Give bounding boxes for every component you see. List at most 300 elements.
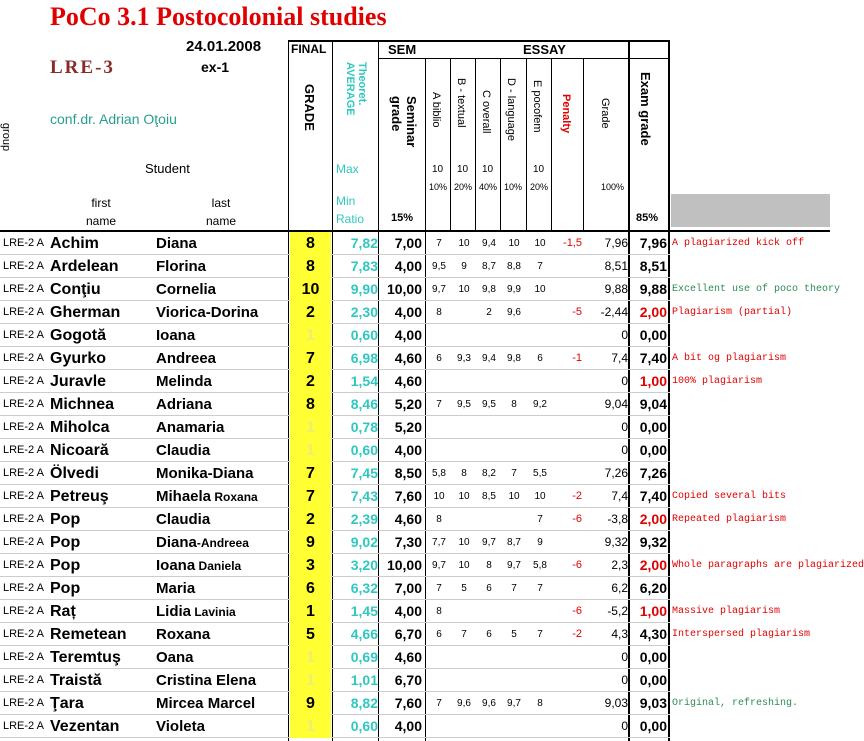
theoret-average-cell: 2,30 <box>350 304 378 320</box>
penalty-cell <box>553 324 582 347</box>
last-label: last name <box>206 196 237 228</box>
score-d-cell: 9,7 <box>507 560 521 571</box>
exam-grade-cell: 4,30 <box>639 626 667 642</box>
theoret-average-cell: 7,82 <box>350 235 378 251</box>
group-cell: LRE-2 A <box>3 352 44 364</box>
score-c-cell <box>477 646 501 669</box>
penalty-cell <box>553 577 582 600</box>
score-c-cell <box>477 669 501 692</box>
score-e-cell <box>528 301 552 324</box>
first-name-cell: Achim <box>50 235 99 252</box>
score-a-cell: 7 <box>436 399 442 410</box>
table-row <box>0 255 830 278</box>
score-d-cell: 9,8 <box>507 353 521 364</box>
table-row <box>0 370 830 393</box>
theoret-average-cell: 4,66 <box>350 626 378 642</box>
theoret-average-cell: 0,60 <box>350 442 378 458</box>
exam-grade-cell: 8,51 <box>639 258 667 274</box>
group-cell: LRE-2 A <box>3 398 44 410</box>
max-b: 10 <box>457 164 469 175</box>
score-e-cell <box>528 439 552 462</box>
final-grade-cell: 2 <box>290 508 331 531</box>
score-d-cell: 7 <box>511 468 517 479</box>
table-row <box>0 600 830 623</box>
seminar-grade-cell: 7,30 <box>394 534 422 550</box>
exam-grade-header: Exam grade <box>638 72 653 146</box>
essay-grade-cell: -3,8 <box>607 512 628 526</box>
last-name-cell <box>156 531 249 554</box>
theoret-average-cell: 1,54 <box>350 373 378 389</box>
essay-grade-header: Grade <box>599 98 611 129</box>
max-c: 10 <box>482 164 494 175</box>
last-name-cell <box>156 324 195 347</box>
exam-grade-cell: 9,04 <box>639 396 667 412</box>
final-grade-cell: 3 <box>290 554 331 577</box>
last-name-text: Violeta <box>156 718 205 735</box>
group-cell: LRE-2 A <box>3 674 44 686</box>
score-b-cell <box>452 646 476 669</box>
final-grade-cell: 8 <box>290 393 331 416</box>
score-e-cell: 10 <box>534 238 546 249</box>
score-c-cell: 8 <box>486 560 492 571</box>
final-grade-cell: 7 <box>290 347 331 370</box>
score-d-cell: 10 <box>508 491 520 502</box>
essay-grade-cell: 8,51 <box>604 259 628 273</box>
table-row <box>0 531 830 554</box>
group-cell: LRE-2 A <box>3 421 44 433</box>
table-row <box>0 393 830 416</box>
grid-line <box>450 58 451 232</box>
last-name-text: Diana <box>156 534 197 551</box>
exam-grade-cell: 0,00 <box>639 672 667 688</box>
last-name-cell <box>156 301 258 324</box>
theoret-average-cell: 1,01 <box>350 672 378 688</box>
first-name-cell: Petreuş <box>50 488 109 505</box>
header-c <box>480 90 492 133</box>
last-name-text: Viorica-Dorina <box>156 304 259 321</box>
essay-grade-cell: 0 <box>621 328 628 342</box>
seminar-grade-cell: 7,60 <box>394 488 422 504</box>
header-a-text: A biblio <box>430 92 442 128</box>
essay-grade-cell: 9,03 <box>604 696 628 710</box>
score-d-cell <box>502 416 526 439</box>
pct-grade: 100% <box>601 182 625 192</box>
final-grade-cell: 7 <box>290 462 331 485</box>
table-row <box>0 554 864 577</box>
last-name-text: Roxana <box>156 626 211 643</box>
essay-grade-cell: 9,04 <box>604 397 628 411</box>
last-name-extra: -Andreea <box>196 536 249 550</box>
score-c-cell: 8,7 <box>482 261 496 272</box>
score-a-cell <box>427 669 451 692</box>
exam-grade-cell: 7,96 <box>639 235 667 251</box>
last-name-cell <box>156 255 206 278</box>
grid-line <box>526 58 527 232</box>
last-name-extra: Lavinia <box>191 605 236 619</box>
header-e <box>531 80 543 133</box>
score-e-cell <box>528 600 552 623</box>
seminar-grade-cell: 4,00 <box>394 327 422 343</box>
first-name-cell: Vezentan <box>50 718 120 735</box>
score-b-cell <box>452 301 476 324</box>
seminar-grade-cell: 7,00 <box>394 580 422 596</box>
final-grade-cell: 5 <box>290 623 331 646</box>
score-b-cell <box>452 439 476 462</box>
theoret-average-cell: 7,83 <box>350 258 378 274</box>
last-name-cell <box>156 393 212 416</box>
group-cell: LRE-2 A <box>3 513 44 525</box>
theoret-average-cell: 1,45 <box>350 603 378 619</box>
score-a-cell: 5,8 <box>432 468 446 479</box>
score-c-cell <box>477 600 501 623</box>
score-e-cell: 7 <box>537 514 543 525</box>
score-b-cell: 9 <box>461 261 467 272</box>
grade-header: GRADE <box>302 84 317 131</box>
essay-grade-cell: 0 <box>621 374 628 388</box>
score-c-cell <box>477 715 501 738</box>
table-row <box>0 416 830 439</box>
max-label: Max <box>336 162 359 176</box>
last-name-text: Ioana <box>156 327 196 344</box>
score-d-cell: 10 <box>508 238 520 249</box>
pct-c: 40% <box>479 182 498 192</box>
table-row <box>0 324 830 347</box>
penalty-cell <box>553 370 582 393</box>
score-d-cell <box>502 600 526 623</box>
first-name-cell: Juravle <box>50 373 107 390</box>
score-a-cell: 10 <box>433 491 445 502</box>
header-c-text: C overall <box>480 90 492 134</box>
final-grade-cell: 8 <box>290 255 331 278</box>
score-e-cell <box>528 416 552 439</box>
exam-grade-cell: 7,40 <box>639 350 667 366</box>
last-name-cell <box>156 715 205 738</box>
group-cell: LRE-2 A <box>3 329 44 341</box>
final-grade-cell: 1 <box>290 439 331 462</box>
seminar-grade-cell: 6,70 <box>394 626 422 642</box>
final-grade-cell: 2 <box>290 370 331 393</box>
penalty-cell: -1 <box>572 352 582 364</box>
group-cell: LRE-2 A <box>3 720 44 732</box>
max-e: 10 <box>533 164 545 175</box>
comment-cell: Excellent use of poco theory <box>672 284 841 295</box>
essay-label: ESSAY <box>523 42 566 57</box>
table-row <box>0 623 830 646</box>
last-name-text: Florina <box>156 258 207 275</box>
last-name-text: Mircea Marcel <box>156 695 256 712</box>
last-name-text: Diana <box>156 235 197 252</box>
last-name-cell <box>156 485 258 508</box>
student-column-label: Student <box>145 161 190 176</box>
essay-grade-cell: 0 <box>621 719 628 733</box>
table-row <box>0 692 830 715</box>
score-c-cell: 8,5 <box>482 491 496 502</box>
score-a-cell: 8 <box>436 307 442 318</box>
score-c-cell: 9,4 <box>482 353 496 364</box>
table-row <box>0 278 841 301</box>
table-row <box>0 232 830 255</box>
final-grade-cell: 1 <box>290 600 331 623</box>
score-b-cell: 10 <box>458 491 470 502</box>
seminar-grade-cell: 5,20 <box>394 419 422 435</box>
comment-cell: Whole paragraphs are plagiarized <box>672 560 864 571</box>
score-e-cell <box>528 370 552 393</box>
score-b-cell <box>452 508 476 531</box>
theoret-average-cell: 8,82 <box>350 695 378 711</box>
comment-cell: 100% plagiarism <box>672 376 763 387</box>
score-b-cell: 8 <box>461 468 467 479</box>
score-b-cell <box>452 600 476 623</box>
first-name-cell: Pop <box>50 511 81 528</box>
table-row <box>0 462 830 485</box>
essay-grade-cell: 0 <box>621 650 628 664</box>
group-cell: LRE-2 A <box>3 582 44 594</box>
last-name-cell <box>156 439 210 462</box>
last-name-cell <box>156 577 195 600</box>
essay-grade-cell: 0 <box>621 420 628 434</box>
score-c-cell <box>477 508 501 531</box>
score-d-cell: 9,7 <box>507 698 521 709</box>
final-grade-cell: 6 <box>290 577 331 600</box>
score-c-cell: 2 <box>486 307 492 318</box>
header-a <box>430 92 442 127</box>
score-d-cell: 5 <box>511 629 517 640</box>
final-grade-cell: 7 <box>290 485 331 508</box>
first-name-cell: Ardelean <box>50 258 119 275</box>
comment-cell: Plagiarism (partial) <box>672 307 793 318</box>
last-name-extra: Daniela <box>195 559 242 573</box>
essay-grade-cell: 6,2 <box>611 581 628 595</box>
first-name-cell: Pop <box>50 534 81 551</box>
final-grade-cell: 9 <box>290 531 331 554</box>
theoret-average-cell: 3,20 <box>350 557 378 573</box>
score-d-cell: 9,6 <box>507 307 521 318</box>
first-name-cell: Gyurko <box>50 350 107 367</box>
score-a-cell <box>427 646 451 669</box>
last-name-cell <box>156 669 256 692</box>
pct-e: 20% <box>530 182 549 192</box>
grid-line <box>551 58 552 232</box>
last-name-text: Claudia <box>156 442 211 459</box>
last-name-text: Anamaria <box>156 419 225 436</box>
last-name-text: Adriana <box>156 396 212 413</box>
score-b-cell: 9,6 <box>457 698 471 709</box>
first-name-cell: Pop <box>50 580 81 597</box>
essay-grade-cell: -2,44 <box>600 305 628 319</box>
last-name-cell <box>156 232 197 255</box>
first-name-cell: Gherman <box>50 304 121 321</box>
first-name-cell: Gogotă <box>50 327 106 344</box>
essay-grade-cell: 7,96 <box>604 236 628 250</box>
seminar-grade-cell: 10,00 <box>386 281 422 297</box>
first-name-cell: Pop <box>50 557 81 574</box>
first-name-cell: Michnea <box>50 396 115 413</box>
last-name-cell <box>156 623 210 646</box>
score-e-cell: 10 <box>534 284 546 295</box>
score-e-cell <box>528 646 552 669</box>
score-a-cell <box>427 439 451 462</box>
seminar-grade-cell: 4,00 <box>394 718 422 734</box>
score-a-cell <box>427 416 451 439</box>
group-cell: LRE-2 A <box>3 605 44 617</box>
final-grade-cell: 9 <box>290 692 331 715</box>
theoret-average-cell: 9,02 <box>350 534 378 550</box>
last-name-label <box>206 194 236 230</box>
comment-cell: A plagiarized kick off <box>672 238 805 249</box>
essay-grade-cell: 9,88 <box>604 282 628 296</box>
score-e-cell: 5,8 <box>533 560 547 571</box>
score-a-cell: 7,7 <box>432 537 446 548</box>
score-b-cell <box>452 370 476 393</box>
group-cell: LRE-2 A <box>3 375 44 387</box>
group-cell: LRE-2 A <box>3 306 44 318</box>
penalty-cell <box>553 393 582 416</box>
header-e-text: E pocofem <box>531 80 543 133</box>
essay-grade-cell: 7,26 <box>604 466 628 480</box>
grid-line <box>288 40 670 42</box>
header-d <box>505 78 517 141</box>
max-a: 10 <box>432 164 444 175</box>
score-a-cell: 9,5 <box>432 261 446 272</box>
exam-grade-cell: 9,88 <box>639 281 667 297</box>
score-a-cell: 6 <box>436 629 442 640</box>
comment-cell: Massive plagiarism <box>672 606 781 617</box>
last-name-text: Lidia <box>156 603 192 620</box>
score-b-cell <box>452 715 476 738</box>
table-row <box>0 439 830 462</box>
theoret-average-cell: 0,60 <box>350 327 378 343</box>
group-cell: LRE-2 A <box>3 697 44 709</box>
group-cell: LRE-2 A <box>3 628 44 640</box>
grid-line <box>378 58 670 59</box>
final-grade-cell: 10 <box>290 278 331 301</box>
penalty-cell: -6 <box>572 559 582 571</box>
penalty-cell: -2 <box>572 490 582 502</box>
theoret-average-cell: 0,78 <box>350 419 378 435</box>
score-d-cell: 7 <box>511 583 517 594</box>
score-c-cell <box>477 370 501 393</box>
score-b-cell <box>452 416 476 439</box>
seminar-grade-cell: 4,00 <box>394 603 422 619</box>
theoret-average-cell: 2,39 <box>350 511 378 527</box>
last-name-cell <box>156 692 255 715</box>
penalty-cell <box>553 416 582 439</box>
final-grade-cell: 1 <box>290 324 331 347</box>
final-grade-cell: 1 <box>290 646 331 669</box>
table-row <box>0 508 830 531</box>
score-d-cell <box>502 715 526 738</box>
group-cell: LRE-2 A <box>3 536 44 548</box>
last-name-cell <box>156 347 216 370</box>
score-e-cell <box>528 715 552 738</box>
seminar-grade-cell: 7,60 <box>394 695 422 711</box>
score-a-cell: 9,7 <box>432 284 446 295</box>
sem-pct: 15% <box>391 212 414 224</box>
final-label: FINAL <box>291 42 327 56</box>
seminar-grade-cell: 4,60 <box>394 350 422 366</box>
exam-grade-cell: 9,32 <box>639 534 667 550</box>
essay-grade-cell: 9,32 <box>604 535 628 549</box>
score-a-cell <box>427 324 451 347</box>
theoret-average-cell: 8,46 <box>350 396 378 412</box>
score-e-cell: 7 <box>537 629 543 640</box>
exercise-label: ex-1 <box>201 59 230 75</box>
penalty-cell <box>553 669 582 692</box>
final-grade-cell: 2 <box>290 301 331 324</box>
theoret-average-cell: 0,60 <box>350 718 378 734</box>
score-c-cell: 8,2 <box>482 468 496 479</box>
score-a-cell: 6 <box>436 353 442 364</box>
penalty-cell <box>553 439 582 462</box>
last-name-text: Mihaela <box>156 488 212 505</box>
score-d-cell <box>502 669 526 692</box>
header-b-text: B - textual <box>455 78 467 128</box>
table-row <box>0 301 830 324</box>
score-d-cell <box>502 439 526 462</box>
last-name-extra: Roxana <box>211 490 258 504</box>
score-a-cell <box>427 715 451 738</box>
score-b-cell: 10 <box>458 284 470 295</box>
page-title: PoCo 3.1 Postocolonial studies <box>50 2 387 31</box>
penalty-cell <box>553 692 582 715</box>
score-a-cell: 9,7 <box>432 560 446 571</box>
exam-grade-cell: 2,00 <box>639 511 667 527</box>
exam-grade-cell: 7,40 <box>639 488 667 504</box>
grid-line <box>500 58 501 232</box>
first-name-cell: Miholca <box>50 419 110 436</box>
score-e-cell: 9 <box>537 537 543 548</box>
theoret-average-header: Theoret. AVERAGE <box>344 62 368 116</box>
score-e-cell <box>528 669 552 692</box>
exam-grade-cell: 0,00 <box>639 419 667 435</box>
ratio-label: Ratio <box>336 212 365 226</box>
penalty-cell: -1,5 <box>563 237 582 249</box>
score-b-cell: 7 <box>461 629 467 640</box>
sem-label: SEM <box>388 42 417 57</box>
score-e-cell: 7 <box>537 583 543 594</box>
table-row <box>0 715 830 738</box>
exam-grade-cell: 7,26 <box>639 465 667 481</box>
score-b-cell <box>452 324 476 347</box>
table-row <box>0 669 830 692</box>
group-cell: LRE-2 A <box>3 260 44 272</box>
score-d-cell: 9,9 <box>507 284 521 295</box>
penalty-cell <box>553 715 582 738</box>
last-name-cell <box>156 646 194 669</box>
score-b-cell: 10 <box>458 537 470 548</box>
last-name-cell <box>156 416 224 439</box>
theoret-average-cell: 0,69 <box>350 649 378 665</box>
pct-b: 20% <box>454 182 473 192</box>
pct-d: 10% <box>504 182 523 192</box>
seminar-grade-cell: 4,00 <box>394 258 422 274</box>
score-c-cell <box>477 416 501 439</box>
score-e-cell: 8 <box>537 698 543 709</box>
theoret-average-cell: 7,43 <box>350 488 378 504</box>
theoret-average-cell: 9,90 <box>350 281 378 297</box>
seminar-grade-cell: 4,60 <box>394 511 422 527</box>
score-e-cell: 10 <box>534 491 546 502</box>
header-d-text: D - language <box>505 78 517 141</box>
score-a-cell: 8 <box>436 606 442 617</box>
score-c-cell: 6 <box>486 629 492 640</box>
last-name-text: Oana <box>156 649 194 666</box>
group-cell: LRE-2 A <box>3 444 44 456</box>
score-a-cell: 7 <box>436 698 442 709</box>
score-a-cell: 7 <box>436 238 442 249</box>
score-d-cell <box>502 508 526 531</box>
score-d-cell: 8,7 <box>507 537 521 548</box>
